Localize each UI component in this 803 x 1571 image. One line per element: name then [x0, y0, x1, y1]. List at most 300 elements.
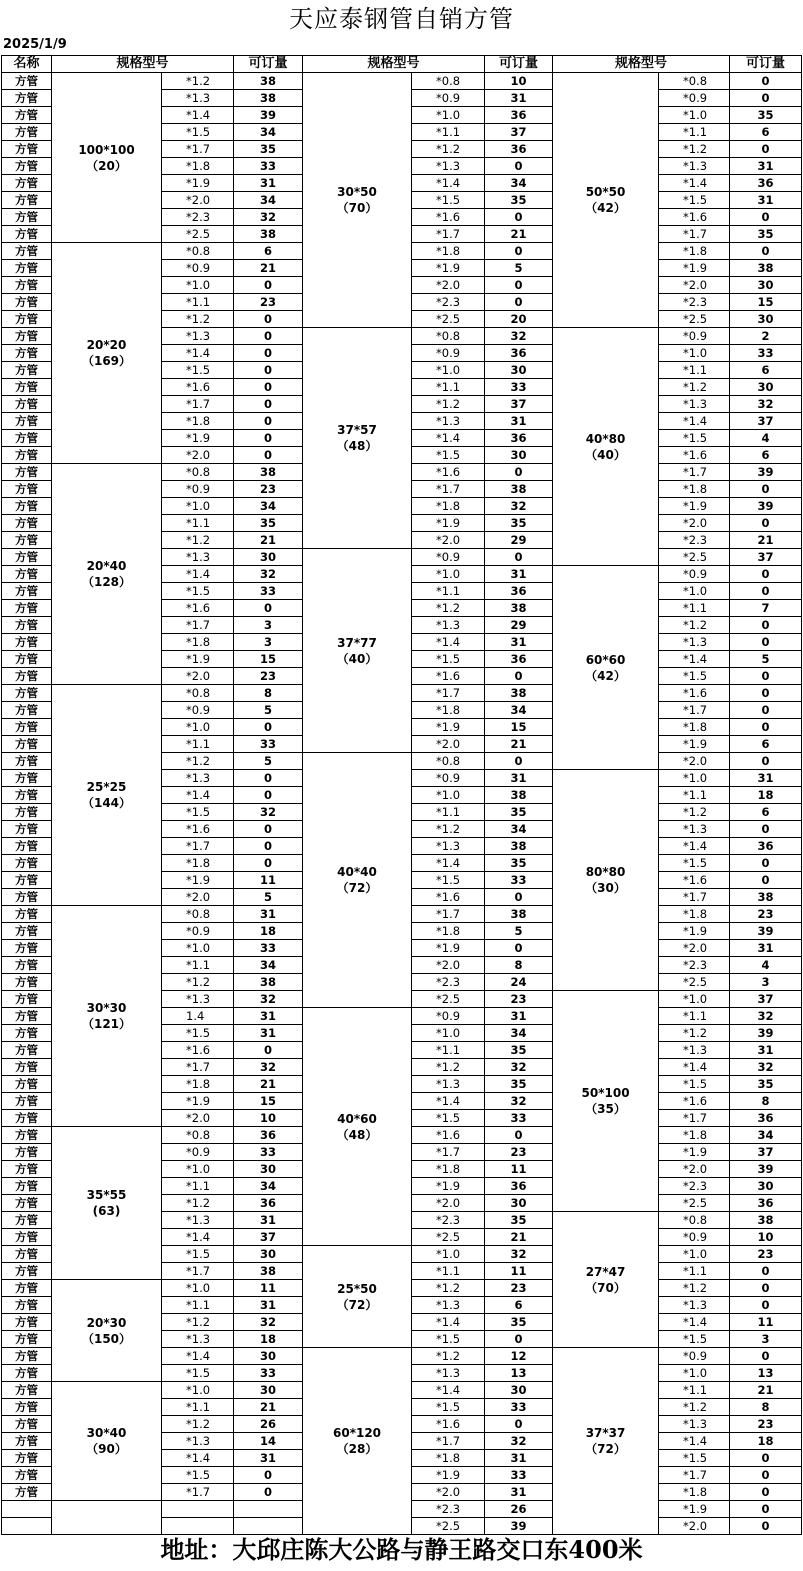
- quantity-cell: 21: [234, 532, 303, 549]
- quantity-cell: 31: [234, 1450, 303, 1467]
- product-name-cell: 方管: [2, 1212, 52, 1229]
- thickness-cell: *1.2: [659, 1399, 730, 1416]
- quantity-cell: 18: [234, 923, 303, 940]
- thickness-cell: *1.2: [162, 73, 234, 90]
- product-name-cell: 方管: [2, 753, 52, 770]
- quantity-cell: 35: [485, 1212, 553, 1229]
- thickness-cell: *1.9: [659, 1144, 730, 1161]
- quantity-cell: 6: [485, 1297, 553, 1314]
- quantity-cell: 0: [730, 1501, 802, 1518]
- thickness-cell: *2.0: [412, 957, 485, 974]
- thickness-cell: *1.6: [412, 1127, 485, 1144]
- thickness-cell: *1.2: [162, 974, 234, 991]
- thickness-cell: *1.3: [412, 1365, 485, 1382]
- quantity-cell: 5: [730, 651, 802, 668]
- thickness-cell: *1.2: [412, 1280, 485, 1297]
- quantity-cell: 0: [730, 821, 802, 838]
- thickness-cell: *1.6: [162, 379, 234, 396]
- thickness-cell: *1.4: [412, 175, 485, 192]
- quantity-cell: 32: [234, 566, 303, 583]
- size-group-label: 40*60: [337, 1111, 377, 1126]
- thickness-cell: *1.8: [162, 413, 234, 430]
- thickness-cell: *1.9: [659, 1501, 730, 1518]
- quantity-cell: 37: [730, 549, 802, 566]
- quantity-cell: 0: [730, 1297, 802, 1314]
- size-group-cell: [303, 549, 412, 753]
- thickness-cell: *1.2: [162, 1195, 234, 1212]
- quantity-cell: 36: [485, 1178, 553, 1195]
- product-name-cell: 方管: [2, 1416, 52, 1433]
- size-group-label: 35*55: [86, 1188, 127, 1202]
- product-name-cell: 方管: [2, 90, 52, 107]
- quantity-cell: 29: [485, 617, 553, 634]
- product-name-cell: 方管: [2, 1348, 52, 1365]
- thickness-cell: *1.3: [162, 1331, 234, 1348]
- thickness-cell: *1.4: [659, 838, 730, 855]
- thickness-cell: *1.3: [412, 158, 485, 175]
- thickness-cell: *1.0: [162, 1280, 234, 1297]
- thickness-cell: *1.3: [162, 991, 234, 1008]
- quantity-cell: 33: [485, 1399, 553, 1416]
- quantity-cell: 31: [485, 566, 553, 583]
- thickness-cell: *1.1: [659, 1382, 730, 1399]
- quantity-cell: 0: [485, 294, 553, 311]
- thickness-cell: *1.6: [412, 1416, 485, 1433]
- thickness-cell: *1.5: [659, 668, 730, 685]
- thickness-cell: *1.0: [162, 498, 234, 515]
- size-group-cell: [553, 770, 659, 991]
- thickness-cell: *2.5: [412, 1229, 485, 1246]
- quantity-cell: 31: [485, 1450, 553, 1467]
- quantity-cell: 38: [730, 260, 802, 277]
- product-name-cell: 方管: [2, 294, 52, 311]
- quantity-cell: 0: [234, 838, 303, 855]
- thickness-cell: *0.9: [162, 923, 234, 940]
- quantity-cell: 15: [234, 651, 303, 668]
- size-group-label: 100*100: [78, 142, 135, 157]
- quantity-cell: 0: [730, 1450, 802, 1467]
- thickness-cell: *1.6: [162, 821, 234, 838]
- quantity-cell: 23: [485, 991, 553, 1008]
- thickness-cell: *1.0: [659, 991, 730, 1008]
- product-name-cell: 方管: [2, 685, 52, 702]
- quantity-cell: 31: [234, 1025, 303, 1042]
- size-group-cell: [52, 1280, 162, 1382]
- product-name-cell: 方管: [2, 855, 52, 872]
- size-group-cell: [303, 1008, 412, 1246]
- size-group-cell: [553, 328, 659, 566]
- product-name-cell: 方管: [2, 345, 52, 362]
- thickness-cell: *1.4: [162, 1348, 234, 1365]
- thickness-cell: *1.7: [162, 617, 234, 634]
- thickness-cell: *1.9: [162, 175, 234, 192]
- quantity-cell: 32: [234, 209, 303, 226]
- thickness-cell: *1.8: [659, 243, 730, 260]
- product-name-cell: 方管: [2, 1008, 52, 1025]
- thickness-cell: 1.4: [162, 1008, 234, 1025]
- size-group-count: （144）: [81, 796, 132, 810]
- thickness-cell: *2.5: [412, 1518, 485, 1535]
- size-group-label: 27*47: [585, 1264, 626, 1279]
- thickness-cell: *2.0: [659, 1518, 730, 1535]
- product-name-cell: 方管: [2, 1297, 52, 1314]
- thickness-cell: *1.8: [412, 923, 485, 940]
- thickness-cell: *1.0: [412, 1025, 485, 1042]
- thickness-cell: *1.1: [659, 1263, 730, 1280]
- header-qty: 可订量: [485, 56, 553, 73]
- thickness-cell: *2.0: [162, 192, 234, 209]
- quantity-cell: 30: [730, 379, 802, 396]
- quantity-cell: 38: [730, 889, 802, 906]
- quantity-cell: 3: [234, 634, 303, 651]
- quantity-cell: 0: [485, 1127, 553, 1144]
- thickness-cell: *1.5: [412, 1110, 485, 1127]
- thickness-cell: *1.4: [162, 1229, 234, 1246]
- thickness-cell: *0.8: [412, 73, 485, 90]
- thickness-cell: *2.0: [659, 940, 730, 957]
- size-group-cell: [303, 73, 412, 328]
- size-group-label: 30*30: [86, 1001, 127, 1015]
- quantity-cell: 0: [234, 311, 303, 328]
- thickness-cell: *2.3: [659, 957, 730, 974]
- thickness-cell: *1.8: [162, 855, 234, 872]
- quantity-cell: 0: [730, 855, 802, 872]
- address-footer: 地址：大邱庄陈大公路与静王路交口东400米: [160, 1535, 643, 1564]
- product-name-cell: 方管: [2, 1093, 52, 1110]
- product-name-cell: 方管: [2, 1059, 52, 1076]
- quantity-cell: 31: [730, 192, 802, 209]
- product-name-cell: 方管: [2, 787, 52, 804]
- quantity-cell: 38: [730, 1212, 802, 1229]
- size-group-cell: [303, 328, 412, 549]
- size-group-count: （121）: [81, 1017, 132, 1031]
- product-name-cell: 方管: [2, 1144, 52, 1161]
- thickness-cell: *0.9: [162, 481, 234, 498]
- thickness-cell: *1.9: [659, 498, 730, 515]
- thickness-cell: *0.9: [162, 260, 234, 277]
- thickness-cell: *2.0: [162, 889, 234, 906]
- product-name-cell: 方管: [2, 1314, 52, 1331]
- quantity-cell: 23: [234, 294, 303, 311]
- thickness-cell: *1.3: [162, 1433, 234, 1450]
- quantity-cell: 2: [730, 328, 802, 345]
- quantity-cell: 24: [485, 974, 553, 991]
- thickness-cell: *1.8: [659, 719, 730, 736]
- thickness-cell: *1.4: [412, 1314, 485, 1331]
- thickness-cell: *1.0: [659, 107, 730, 124]
- thickness-cell: *0.9: [659, 1229, 730, 1246]
- thickness-cell: *1.1: [162, 736, 234, 753]
- quantity-cell: 6: [730, 362, 802, 379]
- quantity-cell: 0: [234, 855, 303, 872]
- thickness-cell: *1.9: [412, 719, 485, 736]
- product-name-cell: 方管: [2, 1042, 52, 1059]
- thickness-cell: *2.0: [412, 1195, 485, 1212]
- quantity-cell: 20: [485, 311, 553, 328]
- quantity-cell: 38: [485, 685, 553, 702]
- quantity-cell: 38: [234, 226, 303, 243]
- quantity-cell: 32: [234, 1059, 303, 1076]
- size-group-label: 25*50: [337, 1281, 377, 1296]
- quantity-cell: 32: [485, 1059, 553, 1076]
- product-name-cell: 方管: [2, 379, 52, 396]
- size-group-cell: [303, 1348, 412, 1535]
- thickness-cell: *1.8: [412, 243, 485, 260]
- thickness-cell: *0.9: [412, 549, 485, 566]
- product-name-cell: 方管: [2, 277, 52, 294]
- thickness-cell: *1.1: [412, 1042, 485, 1059]
- thickness-cell: *1.2: [412, 1348, 485, 1365]
- quantity-cell: 26: [234, 1416, 303, 1433]
- quantity-cell: 0: [730, 634, 802, 651]
- product-name-cell: 方管: [2, 634, 52, 651]
- quantity-cell: 0: [234, 1484, 303, 1501]
- thickness-cell: *1.9: [412, 260, 485, 277]
- quantity-cell: 0: [730, 583, 802, 600]
- thickness-cell: *1.4: [412, 634, 485, 651]
- quantity-cell: 31: [485, 90, 553, 107]
- thickness-cell: *1.5: [162, 804, 234, 821]
- thickness-cell: *1.4: [412, 1382, 485, 1399]
- date-label: 2025/1/9: [3, 37, 67, 52]
- product-name-cell: 方管: [2, 124, 52, 141]
- quantity-cell: 31: [485, 634, 553, 651]
- quantity-cell: 18: [730, 1433, 802, 1450]
- quantity-cell: 0: [730, 1348, 802, 1365]
- thickness-cell: *1.5: [659, 192, 730, 209]
- quantity-cell: 0: [730, 515, 802, 532]
- quantity-cell: 31: [730, 770, 802, 787]
- thickness-cell: *1.1: [659, 1008, 730, 1025]
- quantity-cell: 0: [234, 821, 303, 838]
- thickness-cell: *1.0: [659, 345, 730, 362]
- thickness-cell: *1.7: [659, 1110, 730, 1127]
- thickness-cell: *1.1: [162, 1297, 234, 1314]
- product-name-cell: 方管: [2, 1433, 52, 1450]
- quantity-cell: 30: [234, 1382, 303, 1399]
- thickness-cell: *0.9: [412, 90, 485, 107]
- product-name-cell: 方管: [2, 192, 52, 209]
- quantity-cell: 36: [485, 651, 553, 668]
- quantity-cell: 0: [730, 685, 802, 702]
- thickness-cell: *1.2: [412, 141, 485, 158]
- quantity-cell: 35: [485, 804, 553, 821]
- quantity-cell: 39: [730, 923, 802, 940]
- size-group-label: 50*50: [585, 185, 626, 199]
- quantity-cell: 10: [234, 1110, 303, 1127]
- quantity-cell: 33: [485, 1110, 553, 1127]
- thickness-cell: *1.7: [659, 226, 730, 243]
- quantity-cell: 34: [485, 175, 553, 192]
- thickness-cell: *1.4: [659, 1433, 730, 1450]
- thickness-cell: *1.0: [659, 770, 730, 787]
- size-group-count: （70）: [585, 1280, 626, 1295]
- size-group-cell: [553, 1212, 659, 1348]
- thickness-cell: *0.8: [412, 753, 485, 770]
- quantity-cell: 32: [485, 1093, 553, 1110]
- thickness-cell: *1.8: [659, 481, 730, 498]
- quantity-cell: 0: [234, 413, 303, 430]
- quantity-cell: 0: [234, 345, 303, 362]
- thickness-cell: *1.1: [162, 1399, 234, 1416]
- quantity-cell: 33: [234, 736, 303, 753]
- thickness-cell: *1.1: [412, 379, 485, 396]
- quantity-cell: 23: [234, 668, 303, 685]
- thickness-cell: *2.3: [412, 294, 485, 311]
- quantity-cell: 33: [730, 345, 802, 362]
- thickness-cell: *1.0: [162, 1161, 234, 1178]
- thickness-cell: *1.9: [412, 1467, 485, 1484]
- thickness-cell: *1.5: [412, 872, 485, 889]
- product-name-cell: 方管: [2, 413, 52, 430]
- quantity-cell: 5: [485, 260, 553, 277]
- quantity-cell: 0: [234, 600, 303, 617]
- quantity-cell: 39: [234, 107, 303, 124]
- quantity-cell: 36: [485, 345, 553, 362]
- size-group-cell: [553, 1348, 659, 1535]
- thickness-cell: *2.0: [162, 447, 234, 464]
- thickness-cell: *1.6: [659, 209, 730, 226]
- size-group-cell: [553, 991, 659, 1212]
- thickness-cell: *2.0: [659, 515, 730, 532]
- thickness-cell: *1.8: [162, 634, 234, 651]
- quantity-cell: 0: [730, 1280, 802, 1297]
- product-name-cell: 方管: [2, 804, 52, 821]
- quantity-cell: 35: [485, 1042, 553, 1059]
- thickness-cell: *1.3: [659, 158, 730, 175]
- quantity-cell: 4: [730, 957, 802, 974]
- quantity-cell: 23: [730, 1416, 802, 1433]
- size-group-count: （48）: [336, 439, 378, 453]
- product-name-cell: 方管: [2, 1382, 52, 1399]
- thickness-cell: *1.3: [659, 396, 730, 413]
- product-name-cell: 方管: [2, 974, 52, 991]
- quantity-cell: 35: [730, 107, 802, 124]
- thickness-cell: *1.9: [162, 1093, 234, 1110]
- thickness-cell: *0.9: [162, 702, 234, 719]
- thickness-cell: *1.3: [659, 821, 730, 838]
- thickness-cell: *2.0: [659, 753, 730, 770]
- quantity-cell: 15: [234, 1093, 303, 1110]
- thickness-cell: *1.6: [412, 668, 485, 685]
- quantity-cell: 38: [485, 600, 553, 617]
- thickness-cell: *1.4: [412, 430, 485, 447]
- thickness-cell: *1.1: [412, 583, 485, 600]
- quantity-cell: 39: [485, 1518, 553, 1535]
- quantity-cell: 0: [485, 668, 553, 685]
- thickness-cell: *1.3: [162, 90, 234, 107]
- thickness-cell: *1.5: [412, 651, 485, 668]
- quantity-cell: 8: [730, 1093, 802, 1110]
- quantity-cell: 13: [485, 1365, 553, 1382]
- product-name-cell: 方管: [2, 736, 52, 753]
- thickness-cell: *1.5: [162, 1246, 234, 1263]
- product-name-cell: 方管: [2, 566, 52, 583]
- size-group-cell: [52, 1382, 162, 1501]
- quantity-cell: 0: [234, 770, 303, 787]
- size-group-count: （42）: [585, 668, 626, 683]
- quantity-cell: 30: [730, 1178, 802, 1195]
- quantity-cell: 32: [485, 1433, 553, 1450]
- thickness-cell: *1.6: [412, 464, 485, 481]
- quantity-cell: 0: [730, 872, 802, 889]
- thickness-cell: *1.2: [412, 1059, 485, 1076]
- product-name-cell: 方管: [2, 1229, 52, 1246]
- quantity-cell: 21: [485, 736, 553, 753]
- quantity-cell: 34: [485, 821, 553, 838]
- quantity-cell: 36: [485, 430, 553, 447]
- quantity-cell: 36: [730, 1195, 802, 1212]
- quantity-cell: 33: [234, 583, 303, 600]
- quantity-cell: 32: [234, 1314, 303, 1331]
- thickness-cell: *2.0: [412, 1484, 485, 1501]
- quantity-cell: 6: [730, 736, 802, 753]
- thickness-cell: *1.5: [659, 1331, 730, 1348]
- quantity-cell: 37: [730, 991, 802, 1008]
- quantity-cell: 34: [234, 192, 303, 209]
- quantity-cell: 38: [234, 464, 303, 481]
- quantity-cell: 30: [485, 447, 553, 464]
- quantity-cell: 31: [234, 1297, 303, 1314]
- quantity-cell: 32: [485, 1246, 553, 1263]
- thickness-cell: *2.5: [412, 311, 485, 328]
- quantity-cell: 0: [234, 277, 303, 294]
- quantity-cell: 0: [730, 566, 802, 583]
- product-name-cell: 方管: [2, 1484, 52, 1501]
- thickness-cell: *0.8: [162, 464, 234, 481]
- thickness-cell: *1.5: [162, 1025, 234, 1042]
- quantity-cell: 33: [234, 1144, 303, 1161]
- quantity-cell: 30: [234, 1246, 303, 1263]
- quantity-cell: 30: [485, 1195, 553, 1212]
- quantity-cell: 33: [234, 940, 303, 957]
- size-group-label: 37*57: [337, 423, 377, 437]
- quantity-cell: 32: [730, 1008, 802, 1025]
- thickness-cell: *1.2: [659, 1280, 730, 1297]
- thickness-cell: *2.5: [659, 974, 730, 991]
- product-name-cell: 方管: [2, 1450, 52, 1467]
- thickness-cell: *1.1: [412, 1263, 485, 1280]
- thickness-cell: *1.3: [659, 634, 730, 651]
- thickness-cell: *2.0: [659, 277, 730, 294]
- product-name-cell: 方管: [2, 515, 52, 532]
- quantity-cell: 5: [485, 923, 553, 940]
- thickness-cell: *1.8: [412, 1450, 485, 1467]
- thickness-cell: *1.1: [162, 957, 234, 974]
- product-name-cell: 方管: [2, 243, 52, 260]
- size-group-cell: [553, 566, 659, 770]
- quantity-cell: 6: [730, 804, 802, 821]
- size-group-label: 30*40: [86, 1426, 127, 1440]
- quantity-cell: 11: [234, 872, 303, 889]
- thickness-cell: *1.9: [412, 940, 485, 957]
- quantity-cell: 23: [730, 1246, 802, 1263]
- quantity-cell: 31: [485, 413, 553, 430]
- size-group-label: 80*80: [585, 865, 626, 879]
- quantity-cell: 0: [234, 1042, 303, 1059]
- thickness-cell: *1.5: [412, 447, 485, 464]
- thickness-cell: *1.3: [412, 413, 485, 430]
- thickness-cell: *1.1: [659, 362, 730, 379]
- size-group-cell: [303, 753, 412, 1008]
- thickness-cell: *1.0: [162, 719, 234, 736]
- quantity-cell: 36: [485, 583, 553, 600]
- quantity-cell: 8: [234, 685, 303, 702]
- size-group-label: 20*20: [86, 338, 127, 352]
- thickness-cell: *1.0: [412, 107, 485, 124]
- thickness-cell: *1.6: [162, 600, 234, 617]
- thickness-cell: *1.7: [412, 226, 485, 243]
